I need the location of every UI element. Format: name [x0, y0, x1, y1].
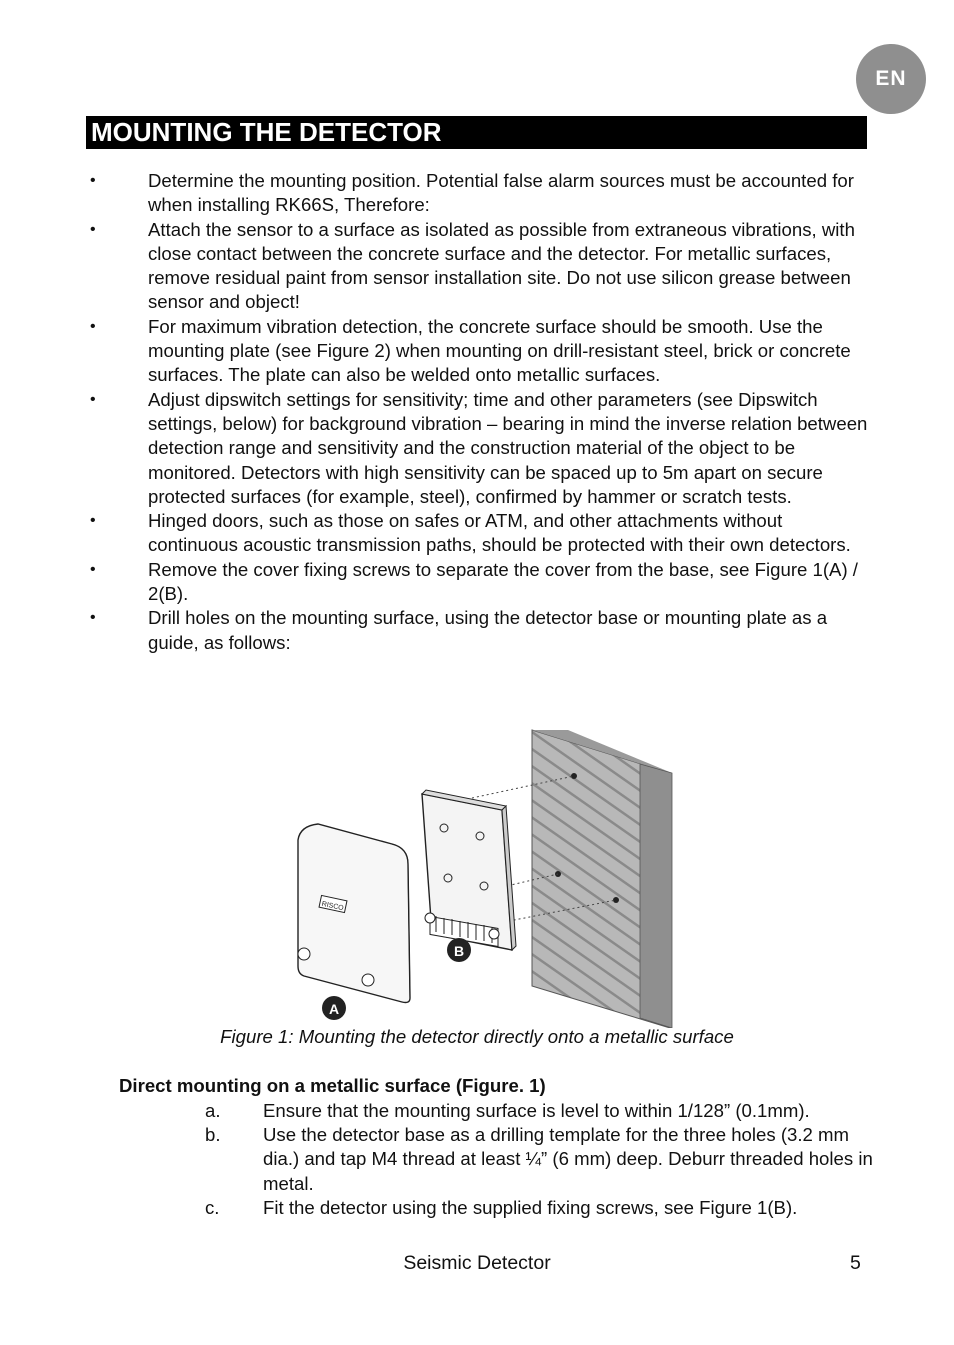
- instruction-list: [86, 169, 876, 655]
- step-item: [205, 1196, 885, 1220]
- step-marker: c.: [205, 1196, 220, 1218]
- section-title: MOUNTING THE DETECTOR: [86, 116, 867, 149]
- language-badge: EN: [856, 44, 926, 114]
- list-item: [86, 315, 876, 388]
- step-item: [205, 1123, 885, 1196]
- bullet-icon: •: [90, 609, 96, 627]
- list-item: [86, 169, 876, 218]
- step-text: Fit the detector using the supplied fixing screws, see Figure 1(B).: [263, 1196, 798, 1218]
- list-item-text: Remove the cover fixing screws to separate the cover from the base, see Figure 1(A) / 2(B).: [148, 558, 858, 605]
- detector-cover: [298, 824, 410, 1003]
- steps-list: [205, 1099, 885, 1220]
- list-item: [86, 388, 876, 509]
- mounting-figure: [280, 728, 680, 1028]
- list-item: [86, 558, 876, 607]
- list-item: [86, 509, 876, 558]
- bullet-icon: •: [90, 317, 96, 335]
- step-marker: a.: [205, 1100, 221, 1121]
- step-item: [205, 1099, 885, 1123]
- list-item-text: Determine the mounting position. Potential false alarm sources must be accounted for when installing RK66S, Therefore:: [148, 170, 854, 216]
- list-item: [86, 606, 876, 655]
- list-item-text: For maximum vibration detection, the concrete surface should be smooth. Use the mounting plate (see Figure 2) when mounting on drill-resistant steel, brick or concrete surfaces. The plate can also be welded onto metallic surfaces.: [148, 315, 851, 386]
- bullet-icon: •: [90, 512, 96, 530]
- list-item: [86, 218, 876, 315]
- detector-base: [422, 790, 516, 950]
- label-a-marker: [322, 996, 346, 1020]
- metal-surface-block: [532, 730, 672, 1028]
- label-b: B: [453, 943, 465, 959]
- list-item-text: Hinged doors, such as those on safes or ATM, and other attachments without continuous acoustic transmission paths, should be protected with their own detectors.: [148, 510, 851, 556]
- list-item-text: Drill holes on the mounting surface, using the detector base or mounting plate as a guide, as follows:: [148, 607, 828, 653]
- bullet-icon: •: [90, 560, 96, 578]
- list-item-text: Attach the sensor to a surface as isolated as possible from extraneous vibrations, with close contact between the concrete surface and the detector. For metallic surfaces, remove residual paint from sensor installation site. Do not use silicon grease between sensor and object!: [148, 218, 855, 313]
- step-text: Ensure that the mounting surface is level to within 1/128” (0.1mm).: [263, 1100, 810, 1121]
- figure-caption: Figure 1: Mounting the detector directly onto a metallic surface: [220, 1026, 734, 1047]
- bullet-icon: •: [90, 390, 96, 408]
- mounting-illustration: [280, 728, 680, 1028]
- footer-title: Seismic Detector: [403, 1252, 551, 1274]
- bullet-icon: •: [90, 172, 96, 189]
- label-a: A: [328, 1001, 340, 1017]
- bullet-icon: •: [90, 220, 96, 238]
- subheading: Direct mounting on a metallic surface (Figure. 1): [119, 1075, 546, 1096]
- step-marker: b.: [205, 1124, 221, 1146]
- cover-logo: RISCO: [320, 900, 345, 913]
- page-number: 5: [850, 1252, 861, 1274]
- step-text: Use the detector base as a drilling template for the three holes (3.2 mm dia.) and tap M4 thread at least ¼” (6 mm) deep. Deburr threaded holes in metal.: [263, 1124, 873, 1194]
- list-item-text: Adjust dipswitch settings for sensitivity; time and other parameters (see Dipswitch settings, below) for background vibration – bearing in mind the inverse relation between detection range and sensitivity and the construction material of the object to be monitored. Detectors with high sensitivity can be spaced up to 5m apart on secure protected surfaces (for example, steel), confirmed by hammer or scratch tests.: [148, 388, 868, 507]
- label-b-marker: [447, 938, 471, 962]
